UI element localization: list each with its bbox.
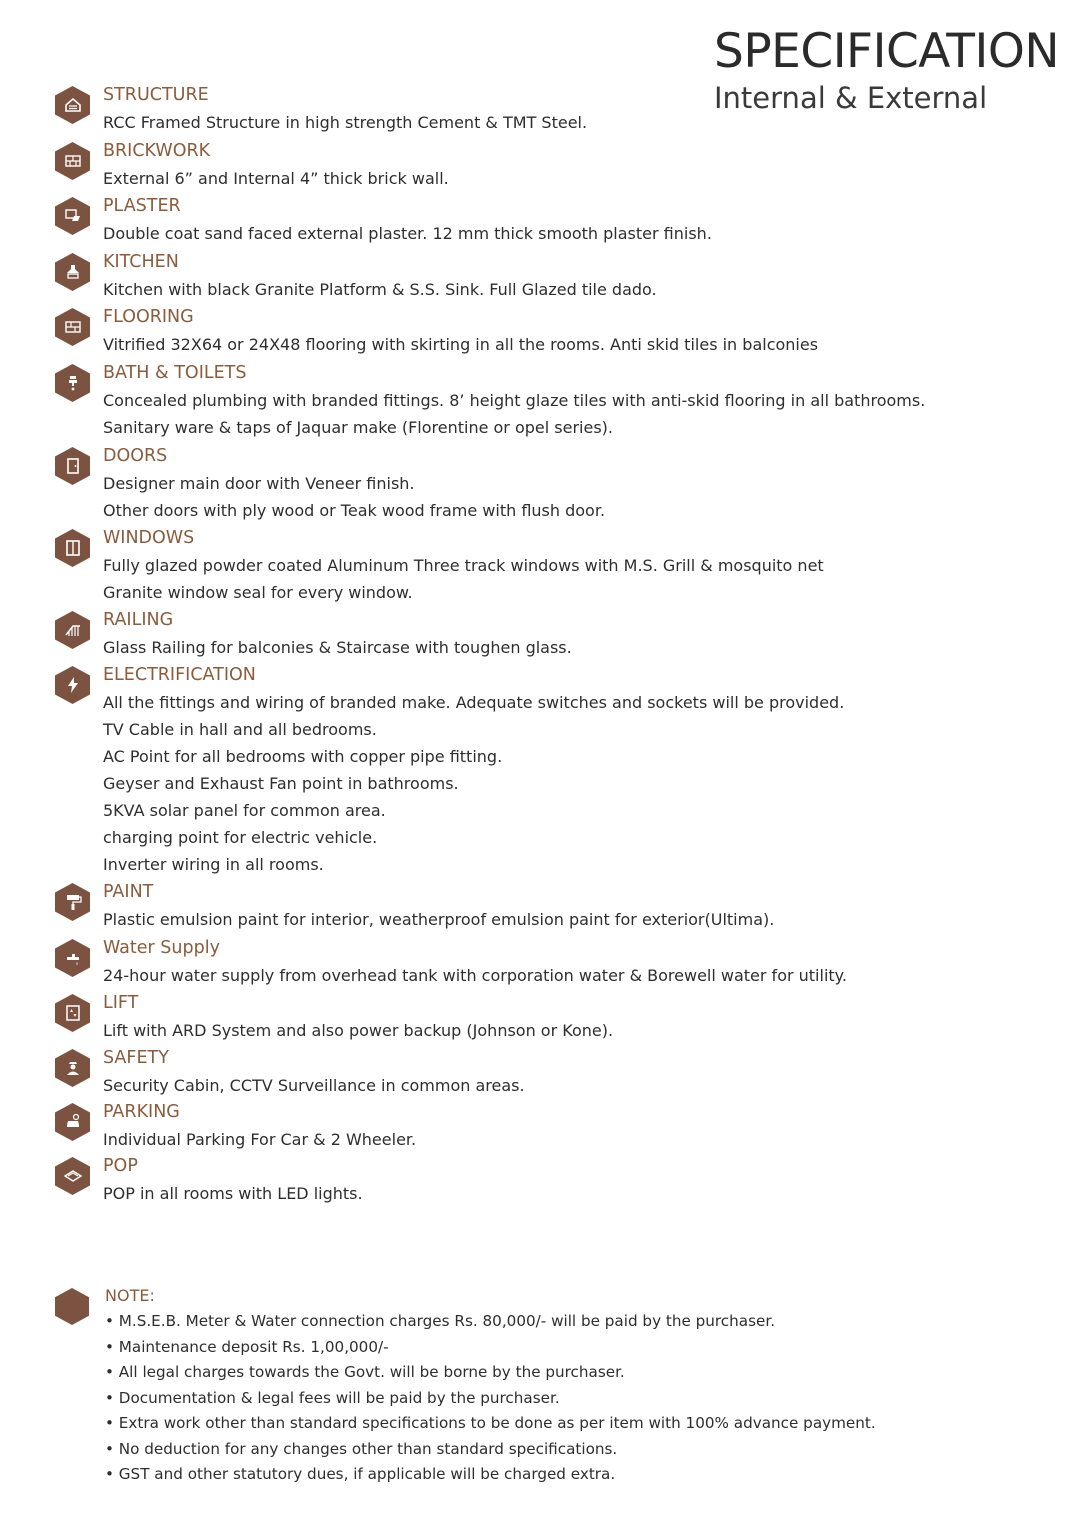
section-text-electrification: Inverter wiring in all rooms. xyxy=(103,855,324,874)
section-text-paint: Plastic emulsion paint for interior, weatherproof emulsion paint for exterior(Ultima). xyxy=(103,910,775,929)
note-item: • Documentation & legal fees will be paid by the purchaser. xyxy=(105,1388,560,1407)
paint-roller-icon xyxy=(55,883,90,921)
section-text-pop: POP in all rooms with LED lights. xyxy=(103,1184,363,1203)
door-icon xyxy=(55,447,90,485)
section-text-bath-toilets: Concealed plumbing with branded fittings. 8’ height glaze tiles with anti-skid flooring in all bathrooms. xyxy=(103,391,926,410)
note-hexagon-icon xyxy=(55,1288,89,1325)
note-item: • M.S.E.B. Meter & Water connection charges Rs. 80,000/- will be paid by the purchaser. xyxy=(105,1312,776,1330)
plaster-trowel-icon xyxy=(55,197,90,235)
page-subtitle: Internal & External xyxy=(714,81,988,115)
section-title-structure: STRUCTURE xyxy=(103,85,209,105)
section-text-electrification: charging point for electric vehicle. xyxy=(103,828,378,847)
section-text-windows: Fully glazed powder coated Aluminum Three track windows with M.S. Grill & mosquito net xyxy=(103,556,824,575)
section-text-structure: RCC Framed Structure in high strength Cement & TMT Steel. xyxy=(103,113,588,132)
section-text-kitchen: Kitchen with black Granite Platform & S.S. Sink. Full Glazed tile dado. xyxy=(103,280,657,299)
section-text-safety: Security Cabin, CCTV Surveillance in common areas. xyxy=(103,1076,525,1095)
section-title-kitchen: KITCHEN xyxy=(103,252,179,272)
page-title: SPECIFICATION xyxy=(714,24,1059,79)
section-text-electrification: AC Point for all bedrooms with copper pipe fitting. xyxy=(103,747,503,766)
elevator-icon xyxy=(55,994,90,1032)
section-text-water-supply: 24-hour water supply from overhead tank with corporation water & Borewell water for utility. xyxy=(103,966,847,985)
section-text-lift: Lift with ARD System and also power backup (Johnson or Kone). xyxy=(103,1021,614,1040)
note-item: • All legal charges towards the Govt. will be borne by the purchaser. xyxy=(105,1363,625,1381)
note-item: • Maintenance deposit Rs. 1,00,000/- xyxy=(105,1337,389,1356)
kitchen-hood-icon xyxy=(55,253,90,291)
section-title-doors: DOORS xyxy=(103,446,168,466)
car-parking-icon xyxy=(55,1103,90,1141)
section-text-electrification: TV Cable in hall and all bedrooms. xyxy=(103,720,377,739)
section-text-parking: Individual Parking For Car & 2 Wheeler. xyxy=(103,1130,417,1149)
note-title: NOTE: xyxy=(105,1286,155,1305)
brick-icon xyxy=(55,142,90,180)
window-icon xyxy=(55,529,90,567)
section-title-railing: RAILING xyxy=(103,610,174,630)
note-item: • No deduction for any changes other than standard specifications. xyxy=(105,1439,618,1458)
section-text-electrification: 5KVA solar panel for common area. xyxy=(103,801,386,820)
section-title-bath-toilets: BATH & TOILETS xyxy=(103,363,247,383)
floor-tiles-icon xyxy=(55,308,90,346)
building-icon xyxy=(55,86,90,124)
section-text-plaster: Double coat sand faced external plaster. 12 mm thick smooth plaster finish. xyxy=(103,224,712,243)
security-guard-icon xyxy=(55,1049,90,1087)
note-item: • Extra work other than standard specifications to be done as per item with 100% advance payment. xyxy=(105,1414,876,1432)
railing-icon xyxy=(55,611,90,649)
section-text-railing: Glass Railing for balconies & Staircase with toughen glass. xyxy=(103,638,572,657)
section-title-pop: POP xyxy=(103,1156,138,1176)
section-text-doors: Other doors with ply wood or Teak wood frame with flush door. xyxy=(103,501,606,520)
section-text-bath-toilets: Sanitary ware & taps of Jaquar make (Florentine or opel series). xyxy=(103,418,613,437)
section-title-safety: SAFETY xyxy=(103,1048,169,1068)
section-text-flooring: Vitrified 32X64 or 24X48 flooring with skirting in all the rooms. Anti skid tiles in balconies xyxy=(103,335,819,354)
section-title-electrification: ELECTRIFICATION xyxy=(103,665,256,685)
section-title-flooring: FLOORING xyxy=(103,307,194,327)
section-title-lift: LIFT xyxy=(103,993,139,1013)
water-tap-icon xyxy=(55,939,90,977)
section-text-brickwork: External 6” and Internal 4” thick brick wall. xyxy=(103,169,449,188)
lightning-icon xyxy=(55,666,90,704)
section-title-parking: PARKING xyxy=(103,1102,180,1122)
faucet-icon xyxy=(55,364,90,402)
section-title-plaster: PLASTER xyxy=(103,196,181,216)
section-title-paint: PAINT xyxy=(103,882,154,902)
section-title-water-supply: Water Supply xyxy=(103,938,220,958)
ceiling-icon xyxy=(55,1157,90,1195)
section-text-electrification: All the fittings and wiring of branded make. Adequate switches and sockets will be provided. xyxy=(103,693,845,712)
section-title-windows: WINDOWS xyxy=(103,528,195,548)
section-text-electrification: Geyser and Exhaust Fan point in bathrooms. xyxy=(103,774,459,793)
section-text-windows: Granite window seal for every window. xyxy=(103,583,413,602)
section-text-doors: Designer main door with Veneer finish. xyxy=(103,474,415,493)
section-title-brickwork: BRICKWORK xyxy=(103,141,211,161)
note-item: • GST and other statutory dues, if applicable will be charged extra. xyxy=(105,1465,616,1483)
